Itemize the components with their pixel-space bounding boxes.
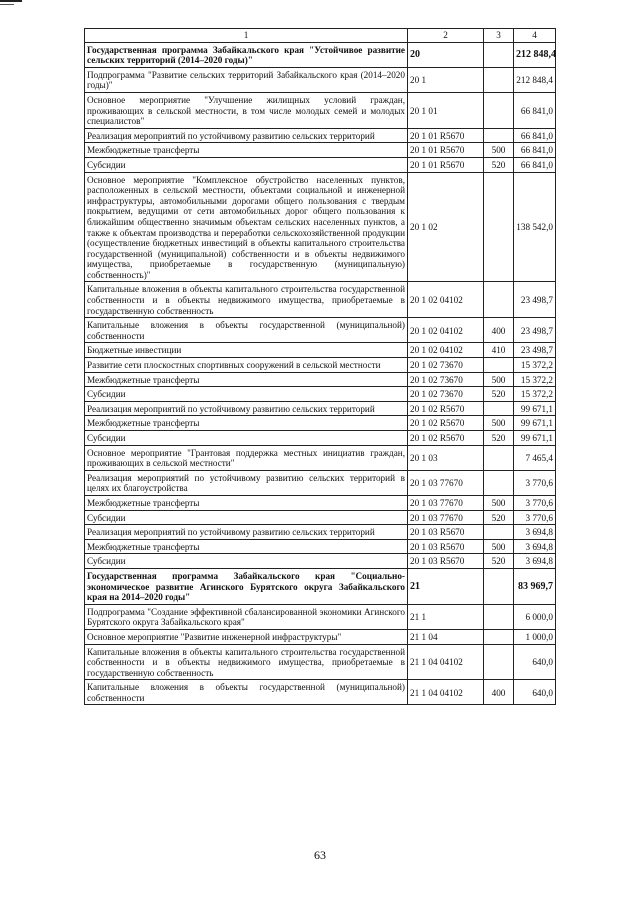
table-row [85,644,556,680]
cell-amount: 66 841,0 [514,157,556,172]
cell-name: Межбюджетные трансферты [85,416,408,431]
cell-code: 20 1 02 73670 [408,372,484,387]
cell-code: 20 1 03 R5670 [408,525,484,540]
table-row [85,172,556,282]
cell-vr [484,128,514,143]
cell-vr: 400 [484,318,514,343]
cell-amount: 15 372,2 [514,387,556,402]
column-header-amount: 4 [514,29,556,43]
cell-amount: 23 498,7 [514,282,556,318]
table-row [85,445,556,470]
column-header-vr: 3 [484,29,514,43]
cell-code: 20 1 03 77670 [408,510,484,525]
cell-amount: 3 770,6 [514,470,556,495]
cell-code: 20 1 02 04102 [408,343,484,358]
cell-amount: 66 841,0 [514,92,556,128]
cell-vr [484,445,514,470]
column-header-code: 2 [408,29,484,43]
cell-amount: 3 770,6 [514,510,556,525]
table-row [85,92,556,128]
cell-name: Капитальные вложения в объекты капитального строительства государственной собственности и в объекты недвижимого имущества, приобретаемые в государственную собственность [85,282,408,318]
cell-name: Основное мероприятие "Грантовая поддержка местных инициатив граждан, проживающих в сельской местности" [85,445,408,470]
table-row [85,495,556,510]
cell-name: Капитальные вложения в объекты государственной (муниципальной) собственности [85,680,408,705]
cell-vr: 500 [484,495,514,510]
cell-code: 20 1 01 R5670 [408,157,484,172]
cell-code: 20 1 01 [408,92,484,128]
table-row [85,604,556,629]
cell-name: Государственная программа Забайкальского края "Социально-экономическое развитие Агинского Бурятского округа Забайкальского края на 2014–2020 годы" [85,568,408,604]
cell-amount: 3 694,8 [514,525,556,540]
cell-amount: 1 000,0 [514,629,556,644]
cell-code: 20 1 02 [408,172,484,282]
cell-name: Межбюджетные трансферты [85,143,408,158]
table-row [85,525,556,540]
column-header-name: 1 [85,29,408,43]
cell-code: 20 1 02 73670 [408,387,484,402]
table-body [85,29,556,705]
cell-code: 20 1 02 R5670 [408,416,484,431]
cell-name: Реализация мероприятий по устойчивому развитию сельских территорий [85,128,408,143]
budget-table [84,28,556,705]
cell-name: Подпрограмма "Создание эффективной сбалансированной экономики Агинского Бурятского округа Забайкальского края" [85,604,408,629]
cell-code: 21 1 04 04102 [408,644,484,680]
cell-amount: 3 694,8 [514,539,556,554]
cell-name: Основное мероприятие "Развитие инженерной инфраструктуры" [85,629,408,644]
table-row [85,67,556,92]
cell-code: 21 [408,568,484,604]
cell-vr [484,42,514,67]
cell-amount: 99 671,1 [514,416,556,431]
cell-vr: 520 [484,554,514,569]
cell-code: 20 1 01 R5670 [408,128,484,143]
table-row [85,358,556,373]
cell-name: Субсидии [85,387,408,402]
table-row [85,401,556,416]
cell-name: Субсидии [85,157,408,172]
cell-code: 20 1 02 R5670 [408,431,484,446]
cell-amount: 3 694,8 [514,554,556,569]
table-row [85,343,556,358]
cell-amount: 640,0 [514,644,556,680]
cell-code: 20 1 03 R5670 [408,554,484,569]
cell-amount: 66 841,0 [514,143,556,158]
cell-code: 20 1 03 77670 [408,470,484,495]
cell-vr [484,67,514,92]
cell-code: 20 1 02 04102 [408,282,484,318]
cell-name: Основное мероприятие "Комплексное обустройство населенных пунктов, расположенных в сельской местности, объектами социальной и инженерной инфраструктуры, автомобильными дорогами общего пользования с твердым покрытием, ведущими от сети автомобильных дорог общего пользования к ближайшим общественно значимым объектам сельских населенных пунктов, а также к объектам производства и переработки сельскохозяйственной продукции (осуществление бюджетных инвестиций в объекты капитального строительства государственной (муниципальной) собственности и в объекты недвижимого имущества, приобретаемые в государственную (муниципальную) собственность)" [85,172,408,282]
cell-name: Капитальные вложения в объекты государственной (муниципальной) собственности [85,318,408,343]
cell-vr [484,470,514,495]
table-row [85,157,556,172]
table-row [85,680,556,705]
cell-amount: 23 498,7 [514,318,556,343]
cell-code: 20 1 03 [408,445,484,470]
cell-vr [484,358,514,373]
cell-vr: 500 [484,143,514,158]
cell-amount: 99 671,1 [514,431,556,446]
cell-name: Субсидии [85,510,408,525]
table-row [85,431,556,446]
cell-code: 20 [408,42,484,67]
cell-name: Реализация мероприятий по устойчивому развитию сельских территорий [85,401,408,416]
cell-code: 20 1 [408,67,484,92]
cell-code: 20 1 03 77670 [408,495,484,510]
table-row [85,554,556,569]
cell-amount: 83 969,7 [514,568,556,604]
cell-name: Подпрограмма "Развитие сельских территорий Забайкальского края (2014–2020 годы)" [85,67,408,92]
cell-vr [484,644,514,680]
cell-name: Межбюджетные трансферты [85,495,408,510]
cell-name: Капитальные вложения в объекты капитального строительства государственной собственности и в объекты недвижимого имущества, приобретаемые в государственную собственность [85,644,408,680]
cell-vr [484,92,514,128]
table-row [85,42,556,67]
cell-code: 20 1 02 R5670 [408,401,484,416]
cell-amount: 99 671,1 [514,401,556,416]
cell-vr: 500 [484,539,514,554]
cell-name: Межбюджетные трансферты [85,372,408,387]
cell-vr [484,568,514,604]
cell-amount: 15 372,2 [514,372,556,387]
cell-vr: 500 [484,416,514,431]
cell-code: 20 1 01 R5670 [408,143,484,158]
cell-vr: 410 [484,343,514,358]
cell-vr: 520 [484,157,514,172]
cell-name: Субсидии [85,554,408,569]
table-row [85,128,556,143]
cell-name: Межбюджетные трансферты [85,539,408,554]
cell-code: 20 1 02 04102 [408,318,484,343]
cell-code: 21 1 04 04102 [408,680,484,705]
cell-vr [484,604,514,629]
table-row [85,143,556,158]
cell-amount: 212 848,4 [514,67,556,92]
page-number: 63 [314,848,326,862]
cell-vr [484,629,514,644]
cell-name: Реализация мероприятий по устойчивому развитию сельских территорий [85,525,408,540]
cell-amount: 23 498,7 [514,343,556,358]
cell-amount: 6 000,0 [514,604,556,629]
cell-code: 20 1 03 R5670 [408,539,484,554]
table-row [85,282,556,318]
table-row [85,510,556,525]
scan-mark [0,0,22,2]
cell-vr [484,282,514,318]
cell-vr: 500 [484,372,514,387]
table-row [85,387,556,402]
table-row [85,318,556,343]
table-header-row [85,29,556,43]
cell-name: Субсидии [85,431,408,446]
cell-name: Государственная программа Забайкальского края "Устойчивое развитие сельских территорий (2014–2020 годы)" [85,42,408,67]
cell-name: Основное мероприятие "Улучшение жилищных условий граждан, проживающих в сельской местности, в том числе молодых семей и молодых специалистов" [85,92,408,128]
cell-amount: 138 542,0 [514,172,556,282]
cell-amount: 3 770,6 [514,495,556,510]
cell-amount: 7 465,4 [514,445,556,470]
cell-code: 21 1 04 [408,629,484,644]
table-row [85,470,556,495]
cell-name: Бюджетные инвестиции [85,343,408,358]
table-row [85,372,556,387]
cell-vr: 520 [484,387,514,402]
cell-vr: 400 [484,680,514,705]
table-row [85,629,556,644]
cell-amount: 66 841,0 [514,128,556,143]
cell-vr [484,525,514,540]
cell-name: Развитие сети плоскостных спортивных сооружений в сельской местности [85,358,408,373]
cell-name: Реализация мероприятий по устойчивому развитию сельских территорий в целях их благоустройства [85,470,408,495]
cell-amount: 212 848,4 [514,42,556,67]
cell-code: 21 1 [408,604,484,629]
table-row [85,539,556,554]
cell-code: 20 1 02 73670 [408,358,484,373]
cell-vr [484,172,514,282]
cell-amount: 15 372,2 [514,358,556,373]
cell-vr: 520 [484,431,514,446]
table-row [85,568,556,604]
cell-vr [484,401,514,416]
cell-vr: 520 [484,510,514,525]
table-row [85,416,556,431]
scan-mark [0,4,14,5]
cell-amount: 640,0 [514,680,556,705]
